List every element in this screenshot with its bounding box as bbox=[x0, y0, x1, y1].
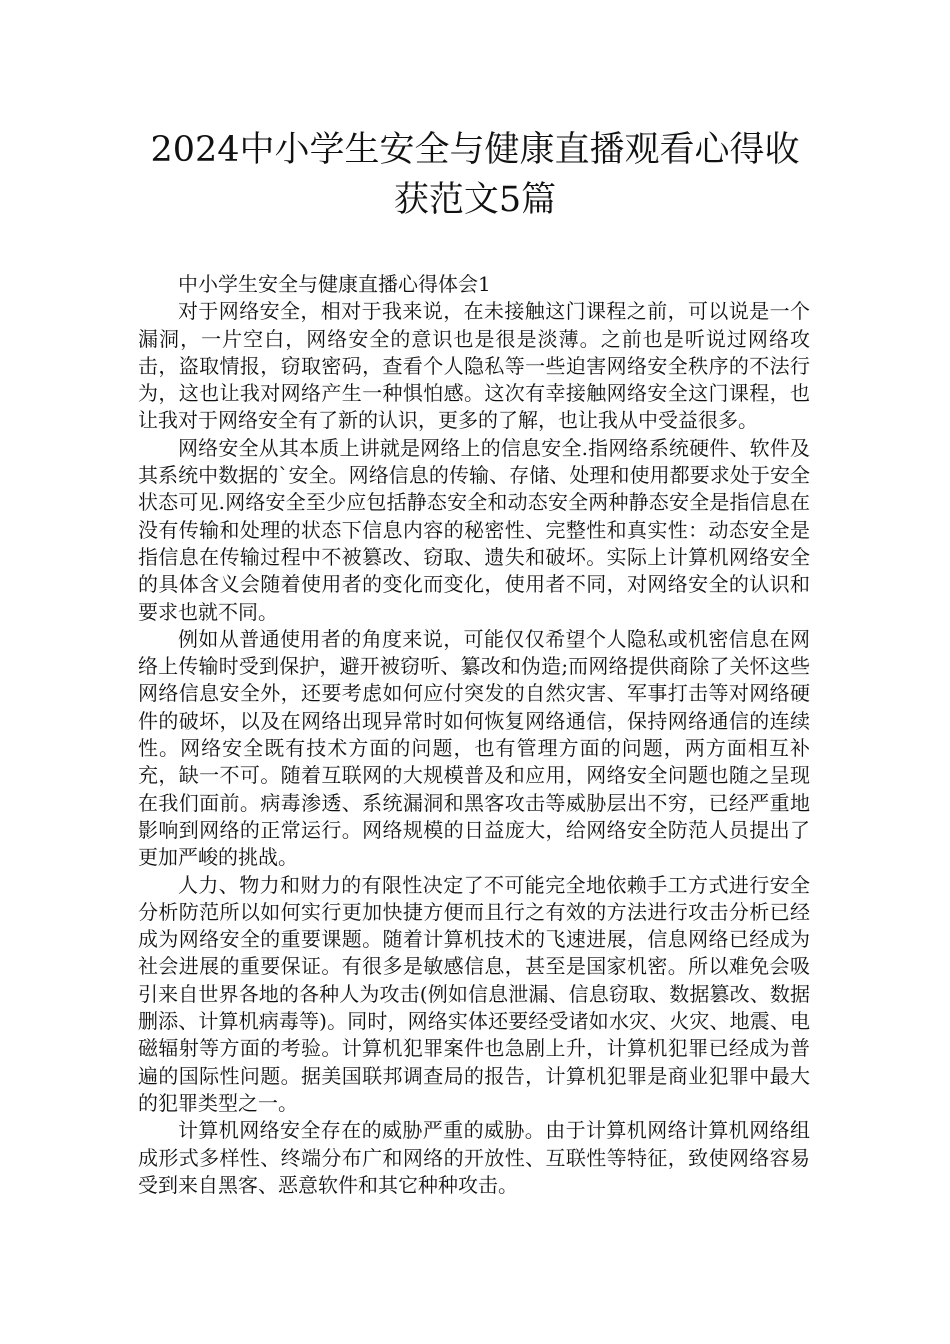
paragraph-4: 人力、物力和财力的有限性决定了不可能完全地依赖手工方式进行安全分析防范所以如何实行更加快捷方便而且行之有效的方法进行攻击分析已经成为网络安全的重要课题。随着计算机技术的飞速进展，信息网络已经成为社会进展的重要保证。有很多是敏感信息，甚至是国家机密。所以难免会吸引来自世界各地的各种人为攻击(例如信息泄漏、信息窃取、数据篡改、数据删添、计算机病毒等)。同时，网络实体还要经受诸如水灾、火灾、地震、电磁辐射等方面的考验。计算机犯罪案件也急剧上升，计算机犯罪已经成为普遍的国际性问题。据美国联邦调查局的报告，计算机犯罪是商业犯罪中最大的犯罪类型之一。 bbox=[138, 872, 810, 1115]
paragraph-2: 网络安全从其本质上讲就是网络上的信息安全.指网络系统硬件、软件及其系统中数据的`安全。网络信息的传输、存储、处理和使用都要求处于安全状态可见.网络安全至少应包括静态安全和动态安全两种静态安全是指信息在没有传输和处理的状态下信息内容的秘密性、完整性和真实性：动态安全是指信息在传输过程中不被篡改、窃取、遗失和破坏。实际上计算机网络安全的具体含义会随着使用者的变化而变化，使用者不同，对网络安全的认识和要求也就不同。 bbox=[138, 435, 810, 624]
paragraph-1: 对于网络安全，相对于我来说，在未接触这门课程之前，可以说是一个漏洞，一片空白，网络安全的意识也是很是淡薄。之前也是听说过网络攻击，盗取情报，窃取密码，查看个人隐私等一些迫害网络安全秩序的不法行为，这也让我对网络产生一种惧怕感。这次有幸接触网络安全这门课程，也让我对于网络安全有了新的认识，更多的了解，也让我从中受益很多。 bbox=[138, 299, 810, 433]
document-title-line-2: 获范文5篇 bbox=[393, 180, 557, 220]
document-title bbox=[120, 125, 830, 225]
paragraph-5: 计算机网络安全存在的威胁严重的威胁。由于计算机网络计算机网络组成形式多样性、终端分布广和网络的开放性、互联性等特征，致使网络容易受到来自黑客、恶意软件和其它种种攻击。 bbox=[138, 1118, 810, 1197]
section-heading: 中小学生安全与健康直播心得体会1 bbox=[178, 272, 491, 296]
paragraph-3: 例如从普通使用者的角度来说，可能仅仅希望个人隐私或机密信息在网络上传输时受到保护，避开被窃听、纂改和伪造;而网络提供商除了关怀这些网络信息安全外，还要考虑如何应付突发的自然灾害、军事打击等对网络硬件的破坏，以及在网络出现异常时如何恢复网络通信，保持网络通信的连续性。网络安全既有技术方面的问题，也有管理方面的问题，两方面相互补充，缺一不可。随着互联网的大规模普及和应用，网络安全问题也随之呈现在我们面前。病毒渗透、系统漏洞和黑客攻击等威胁层出不穷，已经严重地影响到网络的正常运行。网络规模的日益庞大，给网络安全防范人员提出了更加严峻的挑战。 bbox=[138, 626, 810, 870]
document-body bbox=[138, 271, 810, 1199]
document-title-line-1: 2024中小学生安全与健康直播观看心得收 bbox=[150, 130, 800, 170]
